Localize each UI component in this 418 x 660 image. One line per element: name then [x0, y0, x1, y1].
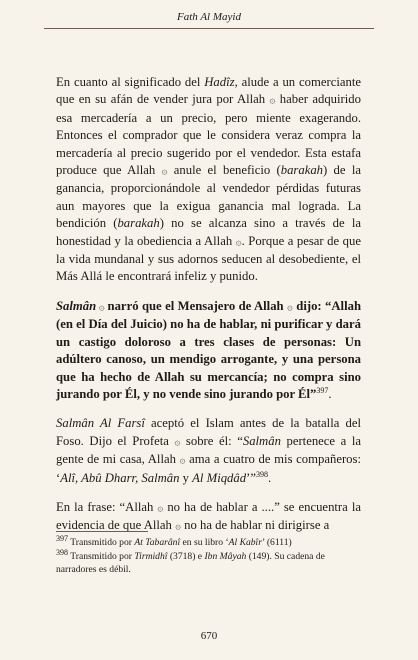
text-run: pertenece a la gente de mi casa, Allah — [56, 433, 361, 467]
text-run: Transmitido por — [68, 537, 135, 548]
running-title: Fath Al Mayid — [177, 11, 241, 23]
main-text — [56, 74, 361, 541]
text-run: Salmân — [56, 298, 97, 313]
text-run: Al Kabîr — [228, 537, 262, 548]
text-run: . Porque a pesar de que la vida mundanal y sus adornos seducen al desobediente, el Más Allá le encontrará infeliz y punido. — [56, 233, 362, 284]
text-run: ’” — [246, 470, 256, 485]
honorific-glyph-icon: ۞ — [174, 436, 181, 448]
text-run: anule el beneficio ( — [167, 163, 281, 178]
text-run: narró que el Mensajero de Allah — [107, 298, 287, 313]
text-run: Transmitido por — [68, 551, 135, 562]
footnotes — [56, 531, 361, 577]
running-header — [44, 6, 374, 29]
text-run: At Tabarânî — [134, 537, 181, 548]
text-run: Salmân Al Farsî — [56, 416, 145, 431]
text-run: Alî, Abû Dharr, Salmân — [60, 470, 180, 485]
text-run: Al Miqdâd — [192, 470, 247, 485]
text-run: aceptó el Islam antes de la batalla del Foso. Dijo el Profeta — [56, 416, 361, 448]
paragraph-commerce — [56, 74, 361, 286]
text-run: en su libro ‘ — [180, 537, 229, 548]
honorific-glyph-icon: ۞ — [161, 166, 168, 178]
text-run: ’ (6111) — [261, 537, 292, 548]
text-run: . — [267, 470, 272, 485]
text-run: y — [179, 470, 193, 485]
text-run: ama a cuatro de mis compañeros: ‘ — [56, 452, 361, 485]
honorific-glyph-icon: ۞ — [269, 95, 276, 107]
text-run: En cuanto al significado del — [56, 75, 205, 89]
text-run: no ha de hablar ni dirigirse a — [180, 518, 330, 533]
text-run: (3718) e — [167, 551, 205, 562]
footnote-marker: 398 — [255, 469, 268, 479]
footnote-divider — [56, 531, 148, 532]
text-run: Ibn Mâyah — [204, 551, 247, 562]
text-run: barakah — [117, 216, 160, 231]
text-run: Hadîz — [204, 75, 235, 89]
footnote-marker: 397 — [316, 385, 329, 395]
footnote-marker: 398 — [56, 547, 68, 557]
honorific-glyph-icon: ۞ — [157, 502, 164, 514]
footnote-398 — [56, 547, 361, 576]
footnote-397 — [56, 533, 361, 549]
text-run: , alude a un comerciante que en su afán de vender jura por Allah — [56, 75, 361, 107]
honorific-glyph-icon: ۞ — [175, 521, 181, 533]
text-run: ) no se alcanza sino a través de la honestidad y la obediencia a Allah — [56, 216, 361, 248]
text-run: dijo: “Allah (en el Día del Juicio) no ha de hablar, ni purificar y dará un castigo doloroso a tres clases de personas: Un adúltero canoso, un mendigo arrogante, y una persona que ha hecho de Allah su mercancía; no compra sino jurando por Él, y no vende sino jurando por Él” — [56, 298, 361, 401]
honorific-glyph-icon: ۞ — [96, 301, 108, 313]
text-run: Salmân — [242, 433, 281, 448]
paragraph-salman — [56, 415, 361, 487]
text-run: no ha de hablar a ....” se encuentra la evidencia de que Allah — [56, 499, 361, 533]
text-run: (149). Su cadena de narradores es débil. — [56, 551, 325, 575]
text-run: sobre él: “ — [180, 433, 243, 448]
text-run: Tirmidhî — [134, 551, 168, 562]
page-number: 670 — [200, 630, 218, 642]
text-run: . — [328, 386, 332, 401]
honorific-glyph-icon: ۞ — [235, 236, 242, 248]
text-run: haber adquirido esa mercadería a un precio, pero miente exagerando. Entonces el comprador que le considera veraz compra la mercadería al precio sugerido por el vendedor. Esta estafa produce que Allah — [56, 92, 361, 178]
text-run: barakah — [280, 163, 324, 178]
text-run: ) de la ganancia, proporcionándole al vendedor pérdidas futuras aun mayores que la exigua ganancia mal lograda. La bendición ( — [56, 163, 361, 231]
honorific-glyph-icon: ۞ — [179, 455, 186, 467]
footnote-marker: 397 — [56, 533, 68, 543]
honorific-glyph-icon: ۞ — [287, 301, 293, 313]
paragraph-hadith — [56, 298, 361, 403]
text-run: En la frase: “Allah — [56, 499, 158, 514]
